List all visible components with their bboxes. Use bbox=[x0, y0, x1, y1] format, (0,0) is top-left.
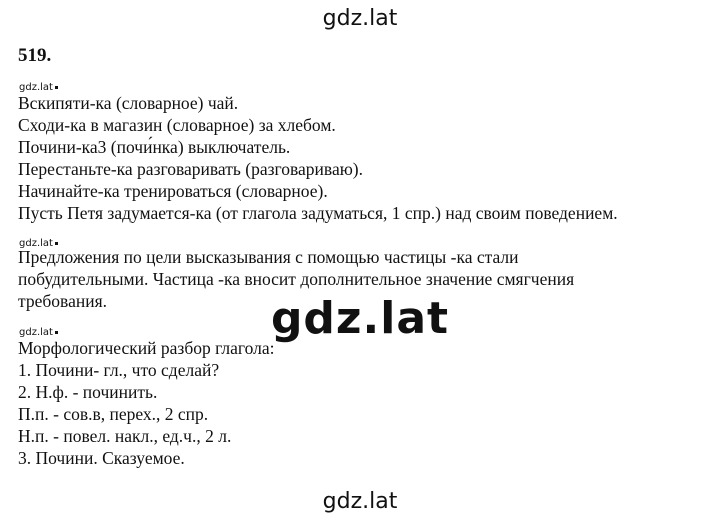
watermark-small-1: gdz.lat bbox=[19, 82, 58, 93]
watermark-bottom: gdz.lat bbox=[322, 489, 398, 514]
sentence-line: Сходи-ка в магазин (словарное) за хлебом. bbox=[18, 115, 336, 135]
section-1-sentences bbox=[18, 92, 618, 224]
explanation-line: побудительными. Частица -ка вносит дополнительное значение смягчения bbox=[18, 269, 575, 289]
sentence-line: Почини-ка3 (почи́нка) выключатель. bbox=[18, 137, 291, 157]
watermark-small-3: gdz.lat bbox=[19, 327, 58, 338]
morphology-line: 2. Н.ф. - починить. bbox=[18, 382, 158, 402]
sentence-line: Вскипяти-ка (словарное) чай. bbox=[18, 93, 239, 113]
explanation-line: требования. bbox=[18, 291, 107, 311]
watermark-center: gdz.lat bbox=[270, 293, 450, 344]
watermark-top: gdz.lat bbox=[322, 6, 398, 31]
watermark-small-2: gdz.lat bbox=[19, 238, 58, 249]
morphology-line: Морфологический разбор глагола: bbox=[18, 338, 275, 358]
morphology-line: 3. Почини. Сказуемое. bbox=[18, 448, 185, 468]
sentence-line: Начинайте-ка тренироваться (словарное). bbox=[18, 181, 328, 201]
section-3-morphology bbox=[18, 337, 275, 469]
morphology-line: П.п. - сов.в, перех., 2 спр. bbox=[18, 404, 209, 424]
morphology-line: 1. Почини- гл., что сделай? bbox=[18, 360, 220, 380]
sentence-line: Перестаньте-ка разговаривать (разговариваю). bbox=[18, 159, 363, 179]
explanation-line: Предложения по цели высказывания с помощью частицы -ка стали bbox=[18, 247, 519, 267]
exercise-number: 519. bbox=[18, 45, 52, 66]
morphology-line: Н.п. - повел. накл., ед.ч., 2 л. bbox=[18, 426, 232, 446]
sentence-line: Пусть Петя задумается-ка (от глагола задуматься, 1 спр.) над своим поведением. bbox=[18, 203, 618, 223]
